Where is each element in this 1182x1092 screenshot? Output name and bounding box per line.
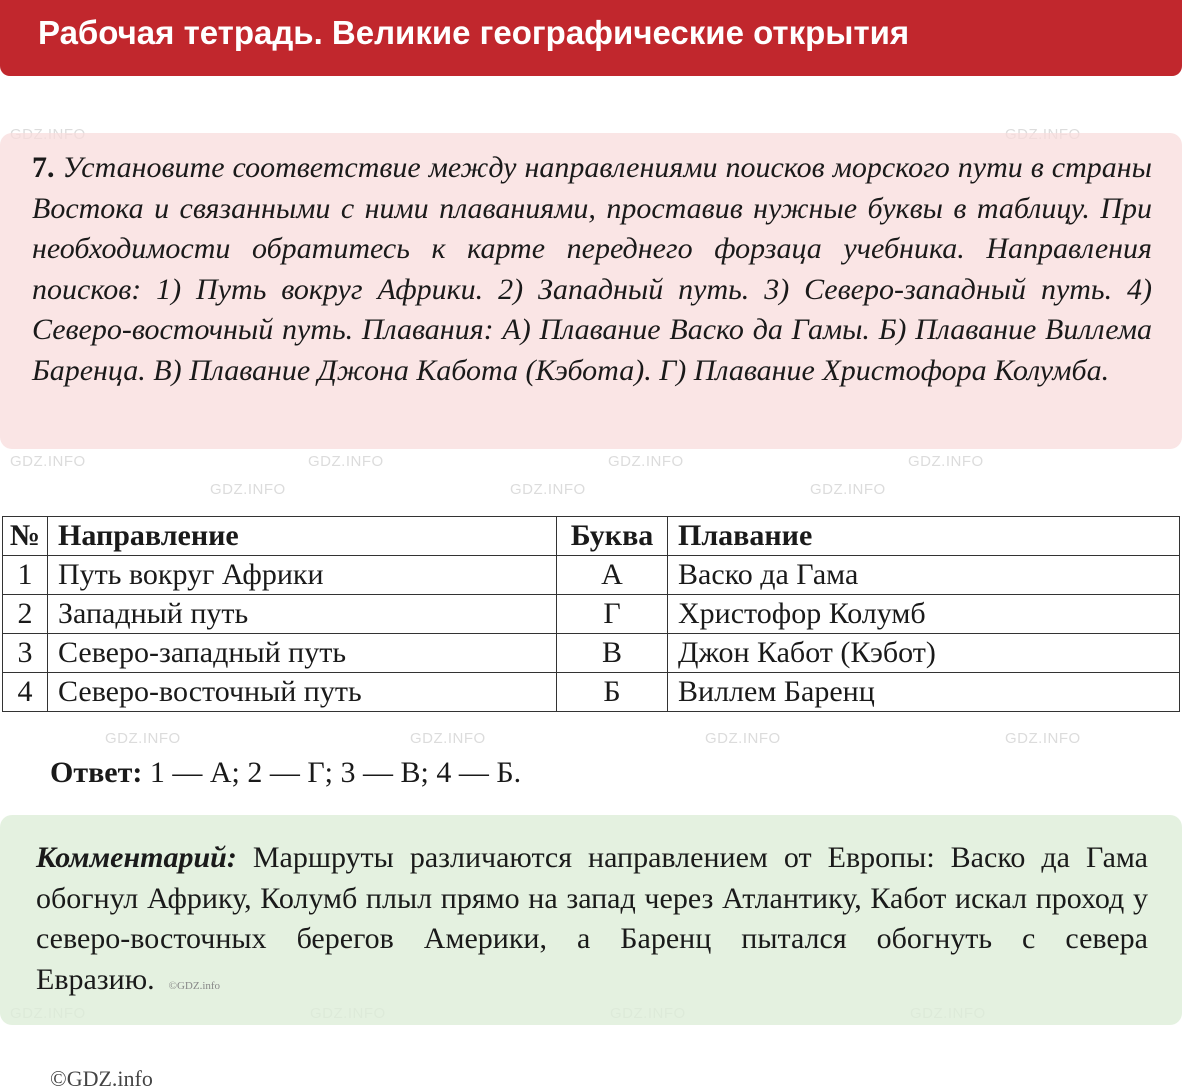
answer-text: 1 — А; 2 — Г; 3 — В; 4 — Б. [142,756,522,789]
cell-voyage: Виллем Баренц [668,673,1180,712]
table-row [3,595,1180,634]
cell-voyage: Джон Кабот (Кэбот) [668,634,1180,673]
cell-direction: Западный путь [48,595,557,634]
header-voyage: Плавание [668,517,1180,556]
header-num: № [3,517,48,556]
answer-table [2,516,1180,712]
cell-voyage: Христофор Колумб [668,595,1180,634]
table-header-row [3,517,1180,556]
cell-voyage: Васко да Гама [668,556,1180,595]
cell-direction: Путь вокруг Африки [48,556,557,595]
answer-label: Ответ: [50,756,143,789]
task-statement [32,148,1152,391]
cell-letter: В [557,634,668,673]
task-number: 7. [32,151,55,184]
header-letter: Буква [557,517,668,556]
page-title: Рабочая тетрадь. Великие географические открытия [38,14,910,51]
watermark: GDZ.INFO [908,453,984,470]
watermark: GDZ.INFO [308,453,384,470]
header-bar [0,0,1182,76]
cell-num: 4 [3,673,48,712]
comment-body: Маршруты различаются направлением от Европы: Васко да Гама обогнул Африку, Колумб плыл прямо на запад через Атлантику, Кабот искал проход у северо-восточных берегов Америки, а Баренц пытался обогнуть с севера Евразию. [36,841,1148,996]
watermark: GDZ.INFO [608,453,684,470]
comment-label: Комментарий: [36,841,237,874]
inline-watermark: ©GDZ.info [168,979,221,992]
comment [36,838,1148,1006]
cell-num: 1 [3,556,48,595]
watermark: GDZ.INFO [510,481,586,498]
cell-num: 2 [3,595,48,634]
cell-num: 3 [3,634,48,673]
footer-copyright: ©GDZ.info [50,1066,153,1091]
table-row [3,556,1180,595]
watermark: GDZ.INFO [410,730,486,747]
task-body: Установите соответствие между направлениями поисков морского пути в страны Востока и связанными с ними плаваниями, проставив нужные буквы в таблицу. При необходимости обратитесь к карте переднего форзаца учебника. Направления поисков: 1) Путь вокруг Африки. 2) Западный путь. 3) Северо-западный путь. 4) Северо-восточный путь. Плавания: А) Плавание Васко да Гамы. Б) Плавание Виллема Баренца. В) Плавание Джона Кабота (Кэбота). Г) Плавание Христофора Колумба. [32,151,1152,387]
cell-letter: А [557,556,668,595]
answer-line [50,756,521,790]
cell-letter: Г [557,595,668,634]
table-row [3,673,1180,712]
watermark: GDZ.INFO [1005,730,1081,747]
watermark: GDZ.INFO [105,730,181,747]
table-row [3,634,1180,673]
watermark: GDZ.INFO [810,481,886,498]
watermark: GDZ.INFO [10,453,86,470]
cell-direction: Северо-восточный путь [48,673,557,712]
cell-direction: Северо-западный путь [48,634,557,673]
header-direction: Направление [48,517,557,556]
watermark: GDZ.INFO [210,481,286,498]
watermark: GDZ.INFO [705,730,781,747]
cell-letter: Б [557,673,668,712]
